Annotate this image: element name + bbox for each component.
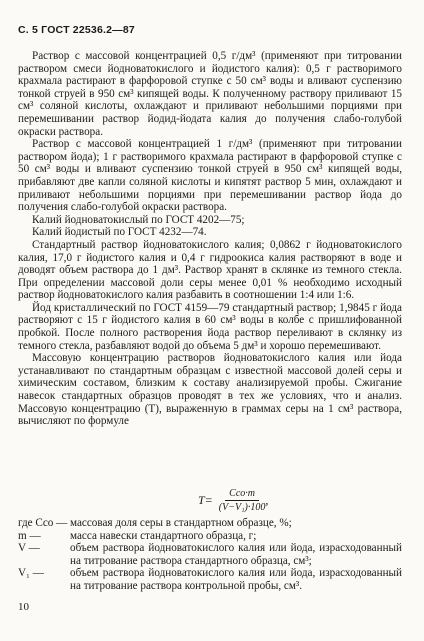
paragraph: Массовую концентрацию растворов йодноватокислого калия или йода устанавливают по стандартным образцам с известной массовой долей серы и химическим составом, близким к составу анализируемой пробы. Сжигание навесок стандартных образцов проводят в тех же условиях, что и анализ. Массовую концентрацию (T), выраженную в граммах серы на 1 см³ раствора, вычисляют по формуле (18, 352, 402, 428)
formula-tail: , (265, 493, 269, 507)
concentration-formula (198, 488, 268, 513)
page-number: 10 (18, 601, 29, 613)
body-text (18, 50, 402, 428)
paragraph: Йод кристаллический по ГОСТ 4159—79 стандартный раствор; 1,9845 г йода растворяют с 15 г йодистого калия в 60 см³ воды в колбе с пришлифованной пробкой. После полного растворения йода раствор переливают в склянку из темного стекла, разбавляют водой до объема 5 дм³ и хорошо перемешивают. (18, 301, 402, 352)
paragraph: Раствор с массовой концентрацией 1 г/дм³ (применяют при титровании раствором йода); 1 г растворимого крахмала растирают в фарфоровой ступке с 50 см³ воды и вливают суспензию тонкой струей в 950 см³ кипящей воды, прибавляют две капли соляной кислоты и кипятят раствор 5 мин, охлаждают и приливают небольшими порциями при перемешивании раствор йода до получения слабо-голубой окраски раствора. (18, 138, 402, 214)
paragraph: Калий йодистый по ГОСТ 4232—74. (32, 226, 207, 239)
legend-definition: массовая доля серы в стандартном образце, %; (70, 517, 292, 529)
formula-numerator: Cco·m (225, 488, 259, 501)
legend-symbol: m — (18, 529, 41, 542)
paragraph: Стандартный раствор йодноватокислого калия; 0,0862 г йодноватокислого калия, 17,0 г йодистого калия и 0,4 г гидроокиса калия растворяют в воде и доводят объем раствора до 1 дм³. Раствор хранят в склянке из темного стекла. При определении массовой доли серы менее 0,01 % необходимо исходный раствор йодноватокислого калия разбавить в соотношении 1:4 или 1:6. (18, 238, 402, 302)
legend-symbol: V — (18, 542, 40, 555)
formula-legend (18, 517, 402, 593)
formula-denominator: (V−V₁)·100 (218, 502, 266, 513)
legend-symbol: V₁ — (18, 567, 44, 580)
legend-row (18, 530, 402, 543)
legend-row (18, 517, 402, 530)
paragraph: Калий йодноватокислый по ГОСТ 4202—75; (32, 213, 245, 226)
legend-definition: объем раствора йодноватокислого калия или йода, израсходованный на титрование раствора стандартного образца, см³; (70, 542, 402, 567)
legend-row (18, 567, 402, 592)
legend-definition: масса навески стандартного образца, г; (70, 529, 257, 542)
page-header: С. 5 ГОСТ 22536.2—87 (18, 24, 135, 36)
legend-row (18, 542, 402, 567)
legend-symbol: где Cco — (18, 517, 68, 529)
formula-lhs: T= (198, 493, 213, 507)
legend-definition: объем раствора йодноватокислого калия или йода, израсходованный на титрование раствора контрольной пробы, см³. (70, 567, 402, 592)
paragraph: Раствор с массовой концентрацией 0,5 г/дм³ (применяют при титровании раствором смеси йодноватокислого и йодистого калия): 0,5 г растворимого крахмала растирают в фарфоровой ступке с 50 см³ воды и вливают суспензию тонкой струей в 950 см³ кипящей воды. К полученному раствору приливают 15 см³ соляной кислоты, охлаждают и приливают небольшими порциями при перемешивании раствор йодид-йодата калия до получения слабо-голубой окраски раствора. (18, 50, 402, 138)
formula-fraction (218, 488, 269, 513)
